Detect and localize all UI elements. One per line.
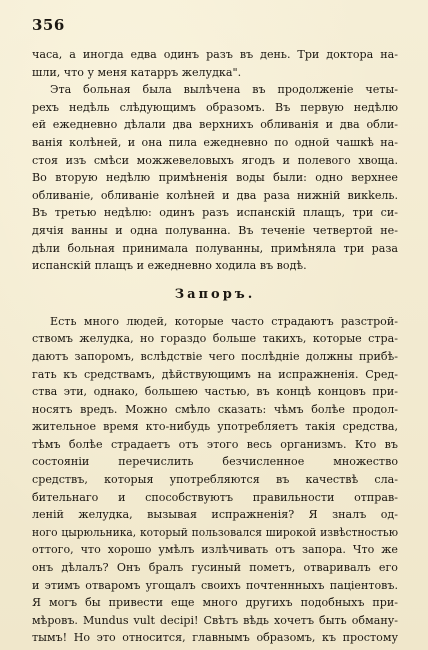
text-line: даютъ запоромъ, вслѣдствіе чего послѣдніе должны прибѣ- bbox=[32, 349, 398, 363]
text-line: ванія колѣней, и она пила ежедневно по одной чашкѣ на- bbox=[32, 135, 398, 149]
text-line: Я могъ бы привести еще много другихъ подобныхъ при- bbox=[32, 596, 398, 610]
text-line: дѣли больная принимала полуванны, примѣняла три раза bbox=[32, 241, 398, 255]
page-number: 356 bbox=[32, 16, 65, 34]
text-line: обливаніе, обливаніе колѣней и два раза нижній викkель. bbox=[32, 188, 398, 202]
text-line: ного цырюльника, который пользовался широкой извѣстностью bbox=[32, 525, 398, 539]
text-line: бительнаго и способствуютъ правильности отправ- bbox=[32, 490, 398, 504]
text-line: ства эти, однако, большею частью, въ концѣ концовъ при- bbox=[32, 385, 398, 399]
text-line: ей ежедневно дѣлали два верхнихъ обливанія и два обли- bbox=[32, 118, 398, 132]
text-line: оттого, что хорошо умѣлъ излѣчивать отъ запора. Что же bbox=[32, 543, 398, 557]
paragraph-3 bbox=[32, 313, 398, 647]
text-line: дячія ванны и одна полуванна. Въ теченіе четвертой не- bbox=[32, 223, 398, 237]
text-line: леній желудка, вызывая испражненія? Я зналъ од- bbox=[32, 508, 398, 522]
text-line: носятъ вредъ. Можно смѣло сказать: чѣмъ болѣе продол- bbox=[32, 402, 398, 416]
text-line: Есть много людей, которые часто страдаютъ разстрой- bbox=[50, 314, 398, 328]
text-line: онъ дѣлалъ? Онъ бралъ гусиный пометъ, отваривалъ его bbox=[32, 561, 398, 575]
text-line: гать къ средствамъ, дѣйствующимъ на испражненія. Сред- bbox=[32, 367, 398, 381]
text-line: средствъ, которыя употребляются въ качествѣ сла- bbox=[32, 473, 398, 487]
text-line: ствомъ желудка, но гораздо больше такихъ, которые стра- bbox=[32, 332, 398, 346]
text-line: состояніи перечислить безчисленное множество bbox=[32, 455, 398, 469]
text-line: испанскій плащъ и ежедневно ходила въ водѣ. bbox=[32, 259, 307, 273]
text-line: тымъ! Но это относится, главнымъ образомъ, къ простому bbox=[32, 631, 398, 645]
paragraph-1 bbox=[32, 46, 398, 81]
text-line: тѣмъ болѣе страдаетъ отъ этого весь организмъ. Кто въ bbox=[32, 437, 398, 451]
text-line: Во вторую недѣлю примѣненія воды были: одно верхнее bbox=[32, 171, 398, 185]
text-line: стоя изъ смѣси можжевеловыхъ ягодъ и полевого хвоща. bbox=[32, 153, 398, 167]
paragraph-2 bbox=[32, 81, 398, 275]
text-line: и этимъ отваромъ угощалъ своихъ почтеннныхъ пацiентовъ. bbox=[32, 578, 398, 592]
section-heading: Запоръ. bbox=[174, 286, 256, 302]
text-line: часа, а иногда едва одинъ разъ въ день. Три доктора на- bbox=[32, 48, 398, 61]
text-line: мѣровъ. Mundus vult decipi! Свѣтъ вѣдь хочетъ быть обману- bbox=[32, 613, 398, 627]
text-line: шли, что у меня катарръ желудка". bbox=[32, 65, 242, 79]
text-line: Въ третью недѣлю: одинъ разъ испанскій плащъ, три си- bbox=[32, 206, 398, 220]
text-line: жительное время кто-нибудь употребляетъ такія средства, bbox=[32, 420, 398, 434]
text-line: Эта больная была вылѣчена въ продолженіе четы- bbox=[50, 83, 398, 97]
text-line: рехъ недѣль слѣдующимъ образомъ. Въ первую недѣлю bbox=[32, 100, 398, 114]
